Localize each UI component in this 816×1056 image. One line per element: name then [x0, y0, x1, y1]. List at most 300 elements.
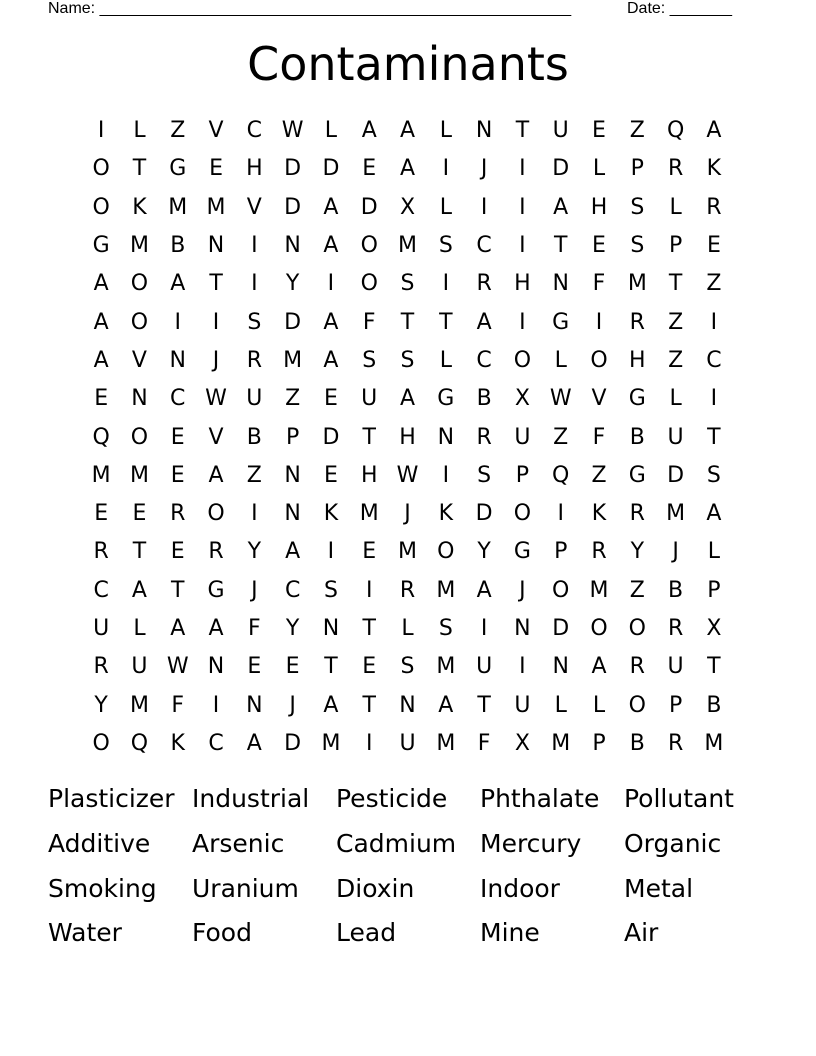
- grid-cell: O: [92, 156, 110, 182]
- grid-cell: N: [284, 501, 301, 527]
- grid-cell: R: [629, 309, 645, 335]
- grid-cell: M: [436, 654, 456, 680]
- grid-cell: F: [477, 730, 491, 756]
- grid-cell: O: [513, 501, 532, 527]
- grid-cell: W: [281, 118, 304, 144]
- grid-cell: N: [552, 654, 569, 680]
- grid-cell: O: [130, 309, 149, 335]
- grid-cell: R: [667, 730, 684, 756]
- grid-cell: C: [284, 577, 301, 603]
- grid-cell: L: [324, 118, 338, 144]
- grid-cell: Z: [246, 462, 262, 488]
- grid-cell: U: [514, 692, 531, 718]
- word-list-item: Uranium: [192, 873, 299, 903]
- grid-cell: R: [93, 539, 109, 565]
- grid-cell: L: [707, 539, 721, 565]
- grid-cell: U: [93, 616, 110, 641]
- grid-cell: W: [396, 462, 419, 488]
- grid-cell: D: [284, 194, 302, 220]
- grid-cell: B: [246, 424, 262, 450]
- grid-cell: A: [323, 194, 339, 220]
- grid-cell: L: [669, 194, 682, 220]
- grid-cell: M: [129, 692, 149, 718]
- worksheet-header: [48, 0, 748, 20]
- grid-row: [82, 725, 734, 763]
- grid-cell: O: [628, 692, 646, 718]
- grid-cell: I: [519, 233, 526, 259]
- grid-cell: C: [476, 233, 492, 259]
- grid-cell: I: [519, 156, 526, 182]
- grid-cell: M: [359, 501, 379, 527]
- grid-row: [82, 342, 734, 380]
- grid-cell: E: [285, 654, 300, 680]
- grid-cell: B: [706, 692, 722, 718]
- grid-cell: D: [284, 156, 302, 182]
- grid-cell: P: [592, 730, 606, 756]
- word-list-item: Additive: [48, 829, 151, 859]
- grid-cell: Z: [668, 309, 684, 335]
- date-field: Date: _______: [627, 0, 732, 17]
- grid-row: [82, 418, 734, 456]
- grid-cell: I: [212, 309, 220, 335]
- grid-cell: A: [323, 347, 339, 373]
- grid-cell: T: [362, 424, 376, 450]
- grid-cell: H: [246, 156, 263, 182]
- grid-cell: M: [627, 271, 647, 297]
- grid-cell: P: [630, 156, 644, 182]
- grid-cell: Y: [247, 539, 262, 565]
- grid-cell: N: [284, 462, 301, 488]
- grid-cell: F: [248, 616, 261, 641]
- grid-cell: L: [439, 194, 452, 220]
- grid-cell: L: [669, 386, 682, 412]
- grid-cell: J: [519, 577, 526, 603]
- grid-cell: E: [323, 462, 338, 488]
- grid-cell: T: [553, 233, 568, 259]
- word-row: [48, 822, 768, 867]
- grid-cell: V: [208, 118, 224, 144]
- grid-cell: U: [552, 118, 569, 144]
- grid-cell: E: [592, 233, 606, 259]
- grid-cell: Y: [477, 539, 491, 565]
- grid-cell: N: [399, 692, 416, 718]
- grid-cell: X: [706, 616, 722, 641]
- grid-cell: D: [284, 730, 302, 756]
- grid-cell: D: [284, 309, 302, 335]
- grid-cell: J: [404, 501, 411, 527]
- grid-cell: N: [284, 233, 301, 259]
- grid-cell: T: [362, 616, 376, 641]
- grid-cell: Z: [170, 118, 186, 144]
- grid-cell: Q: [92, 424, 110, 450]
- grid-cell: A: [476, 577, 492, 603]
- grid-cell: N: [437, 424, 455, 450]
- word-list-item: Air: [624, 918, 659, 948]
- grid-cell: F: [362, 309, 376, 335]
- grid-cell: O: [92, 730, 110, 756]
- grid-cell: R: [476, 271, 492, 297]
- grid-cell: M: [704, 730, 724, 756]
- grid-cell: P: [668, 233, 683, 259]
- word-list-item: Lead: [336, 918, 397, 948]
- word-list-item: Food: [192, 918, 252, 948]
- grid-cell: W: [205, 386, 227, 412]
- grid-cell: F: [592, 424, 606, 450]
- grid-row: [82, 150, 734, 188]
- grid-cell: O: [590, 616, 608, 641]
- grid-cell: N: [131, 386, 148, 412]
- grid-cell: I: [595, 309, 603, 335]
- grid-cell: S: [630, 194, 645, 220]
- grid-cell: A: [706, 501, 722, 527]
- grid-cell: Q: [666, 118, 685, 144]
- grid-cell: N: [514, 616, 531, 641]
- grid-cell: D: [552, 616, 570, 641]
- grid-cell: L: [439, 347, 452, 373]
- word-list-item: Smoking: [48, 873, 157, 903]
- grid-cell: F: [171, 692, 185, 718]
- grid-cell: S: [247, 309, 262, 335]
- grid-cell: A: [93, 271, 109, 297]
- grid-cell: I: [519, 654, 526, 680]
- letter-grid: [82, 112, 734, 763]
- grid-cell: I: [442, 462, 450, 488]
- grid-cell: C: [93, 577, 109, 603]
- grid-cell: Y: [285, 271, 300, 297]
- grid-cell: Y: [285, 616, 300, 641]
- grid-cell: L: [554, 692, 567, 718]
- grid-cell: S: [362, 347, 377, 373]
- grid-cell: Z: [668, 347, 684, 373]
- grid-cell: I: [480, 616, 488, 641]
- grid-cell: J: [289, 692, 296, 718]
- grid-row: [82, 227, 734, 265]
- word-row: [48, 866, 768, 911]
- grid-cell: L: [439, 118, 452, 144]
- grid-cell: A: [208, 616, 224, 641]
- grid-cell: R: [399, 577, 416, 603]
- grid-cell: E: [323, 386, 338, 412]
- grid-cell: M: [321, 730, 341, 756]
- grid-cell: L: [592, 692, 606, 718]
- grid-cell: R: [591, 539, 607, 565]
- grid-cell: G: [552, 309, 570, 335]
- grid-cell: R: [208, 539, 224, 565]
- grid-cell: L: [554, 347, 567, 373]
- grid-cell: I: [251, 233, 258, 259]
- grid-row: [82, 112, 734, 150]
- grid-cell: U: [361, 386, 378, 412]
- grid-cell: C: [706, 347, 722, 373]
- grid-cell: I: [519, 309, 526, 335]
- grid-cell: A: [438, 692, 454, 718]
- word-list-item: Organic: [624, 829, 722, 859]
- grid-row: [82, 380, 734, 418]
- grid-cell: Z: [285, 386, 301, 412]
- page-title: Contaminants: [247, 37, 569, 91]
- grid-cell: K: [132, 194, 147, 220]
- grid-cell: G: [207, 577, 225, 603]
- grid-cell: H: [399, 424, 416, 450]
- grid-cell: H: [360, 462, 378, 488]
- grid-cell: K: [706, 156, 722, 182]
- grid-cell: O: [437, 539, 455, 565]
- grid-cell: A: [399, 156, 416, 182]
- grid-row: [82, 533, 734, 571]
- grid-cell: K: [323, 501, 339, 527]
- grid-cell: I: [557, 501, 564, 527]
- grid-cell: F: [592, 271, 606, 297]
- grid-cell: O: [92, 194, 110, 220]
- grid-cell: Y: [94, 692, 108, 718]
- word-list-item: Pollutant: [624, 784, 734, 814]
- grid-cell: C: [476, 347, 492, 373]
- grid-cell: C: [170, 386, 186, 412]
- word-row: [48, 777, 768, 822]
- word-list-item: Mine: [480, 918, 540, 948]
- grid-cell: P: [515, 462, 530, 488]
- grid-cell: B: [668, 577, 684, 603]
- grid-cell: A: [170, 616, 186, 641]
- grid-cell: T: [132, 156, 147, 182]
- grid-cell: A: [476, 309, 492, 335]
- grid-cell: D: [475, 501, 493, 527]
- word-list: [48, 777, 768, 956]
- grid-cell: L: [401, 616, 414, 641]
- word-list-item: Indoor: [480, 873, 560, 903]
- grid-cell: R: [667, 156, 684, 182]
- grid-cell: E: [170, 462, 185, 488]
- grid-cell: A: [208, 462, 224, 488]
- grid-cell: P: [285, 424, 300, 450]
- grid-cell: A: [399, 386, 416, 412]
- word-list-item: Plasticizer: [48, 784, 175, 814]
- grid-cell: I: [710, 309, 718, 335]
- grid-cell: B: [629, 730, 645, 756]
- grid-cell: E: [170, 539, 185, 565]
- word-list-item: Phthalate: [480, 784, 600, 814]
- grid-cell: H: [514, 271, 531, 297]
- grid-cell: J: [672, 539, 679, 565]
- grid-cell: E: [362, 539, 377, 565]
- grid-cell: T: [707, 424, 721, 450]
- grid-cell: X: [514, 730, 530, 756]
- grid-cell: R: [667, 616, 684, 641]
- grid-cell: E: [362, 654, 377, 680]
- grid-cell: V: [131, 347, 147, 373]
- grid-cell: M: [168, 194, 188, 220]
- grid-cell: S: [400, 347, 415, 373]
- grid-cell: N: [207, 654, 225, 680]
- grid-cell: D: [552, 156, 570, 182]
- grid-cell: S: [706, 462, 721, 488]
- grid-cell: M: [666, 501, 686, 527]
- grid-row: [82, 303, 734, 341]
- grid-cell: D: [360, 194, 378, 220]
- grid-cell: C: [208, 730, 224, 756]
- grid-cell: E: [209, 156, 223, 182]
- grid-cell: I: [327, 539, 335, 565]
- grid-cell: A: [323, 309, 339, 335]
- grid-cell: V: [246, 194, 262, 220]
- grid-cell: P: [554, 539, 568, 565]
- grid-cell: I: [212, 692, 220, 718]
- grid-cell: I: [365, 577, 373, 603]
- grid-cell: D: [322, 424, 340, 450]
- grid-cell: R: [629, 654, 645, 680]
- grid-cell: S: [438, 616, 453, 641]
- grid-cell: I: [97, 118, 105, 144]
- grid-cell: G: [513, 539, 531, 565]
- grid-cell: J: [480, 156, 488, 182]
- grid-cell: R: [170, 501, 186, 527]
- grid-cell: G: [628, 462, 646, 488]
- grid-cell: A: [93, 347, 109, 373]
- grid-cell: R: [629, 501, 645, 527]
- grid-cell: B: [629, 424, 645, 450]
- grid-cell: N: [169, 347, 186, 373]
- grid-cell: T: [707, 654, 721, 680]
- grid-cell: D: [667, 462, 685, 488]
- grid-row: [82, 265, 734, 303]
- grid-cell: Z: [591, 462, 607, 488]
- grid-cell: I: [710, 386, 718, 412]
- grid-cell: S: [400, 654, 415, 680]
- grid-cell: M: [398, 539, 418, 565]
- grid-cell: N: [207, 233, 225, 259]
- grid-cell: R: [706, 194, 722, 220]
- grid-cell: N: [322, 616, 340, 641]
- grid-cell: L: [592, 156, 606, 182]
- grid-cell: L: [133, 118, 146, 144]
- grid-cell: A: [399, 118, 416, 144]
- grid-cell: V: [591, 386, 607, 412]
- grid-cell: C: [246, 118, 263, 144]
- grid-cell: A: [323, 233, 339, 259]
- grid-cell: T: [171, 577, 185, 603]
- grid-cell: N: [552, 271, 569, 297]
- grid-cell: Z: [706, 271, 722, 297]
- grid-cell: G: [437, 386, 455, 412]
- grid-cell: I: [365, 730, 373, 756]
- grid-cell: A: [706, 118, 722, 144]
- grid-cell: S: [400, 271, 415, 297]
- grid-cell: M: [129, 233, 149, 259]
- grid-cell: X: [399, 194, 416, 220]
- grid-cell: R: [93, 654, 109, 680]
- grid-cell: T: [515, 118, 530, 144]
- grid-cell: M: [436, 577, 456, 603]
- grid-cell: O: [360, 271, 378, 297]
- grid-cell: M: [129, 462, 149, 488]
- grid-cell: J: [212, 347, 220, 373]
- grid-cell: I: [519, 194, 526, 220]
- grid-cell: A: [131, 577, 147, 603]
- grid-cell: H: [629, 347, 646, 373]
- grid-cell: E: [706, 233, 721, 259]
- grid-cell: Z: [629, 118, 645, 144]
- grid-cell: G: [628, 386, 646, 412]
- grid-cell: T: [362, 692, 376, 718]
- grid-row: [82, 610, 734, 648]
- grid-cell: Q: [130, 730, 149, 756]
- grid-cell: L: [133, 616, 146, 641]
- grid-cell: S: [630, 233, 645, 259]
- grid-cell: S: [438, 233, 453, 259]
- grid-cell: A: [285, 539, 301, 565]
- grid-cell: O: [628, 616, 646, 641]
- grid-cell: Z: [629, 577, 645, 603]
- grid-cell: D: [322, 156, 340, 182]
- grid-cell: T: [439, 309, 453, 335]
- grid-cell: W: [549, 386, 572, 412]
- grid-cell: K: [591, 501, 607, 527]
- grid-cell: T: [668, 271, 683, 297]
- grid-cell: P: [668, 692, 683, 718]
- grid-cell: O: [513, 347, 532, 373]
- grid-cell: A: [553, 194, 569, 220]
- grid-cell: U: [246, 386, 263, 412]
- grid-cell: G: [169, 156, 187, 182]
- grid-cell: N: [246, 692, 263, 718]
- grid-cell: O: [360, 233, 378, 259]
- grid-cell: A: [170, 271, 186, 297]
- grid-cell: I: [442, 156, 450, 182]
- word-list-item: Mercury: [480, 829, 582, 859]
- grid-cell: I: [480, 194, 488, 220]
- grid-cell: M: [436, 730, 456, 756]
- grid-row: [82, 457, 734, 495]
- grid-cell: U: [514, 424, 531, 450]
- grid-cell: I: [251, 271, 258, 297]
- grid-cell: U: [667, 424, 684, 450]
- grid-cell: O: [590, 347, 608, 373]
- grid-cell: I: [327, 271, 335, 297]
- grid-cell: W: [166, 654, 189, 680]
- word-list-item: Dioxin: [336, 873, 415, 903]
- grid-cell: M: [589, 577, 609, 603]
- grid-cell: K: [170, 730, 185, 756]
- grid-cell: T: [324, 654, 338, 680]
- grid-cell: A: [246, 730, 262, 756]
- grid-cell: S: [323, 577, 338, 603]
- grid-cell: U: [667, 654, 684, 680]
- name-field: Name: _____________________________________________________: [48, 0, 572, 17]
- grid-row: [82, 648, 734, 686]
- grid-cell: B: [170, 233, 186, 259]
- grid-cell: E: [170, 424, 185, 450]
- grid-cell: M: [398, 233, 418, 259]
- grid-cell: R: [246, 347, 262, 373]
- grid-cell: A: [591, 654, 607, 680]
- grid-cell: E: [132, 501, 147, 527]
- grid-cell: M: [91, 462, 111, 488]
- grid-cell: N: [475, 118, 493, 144]
- word-row: [48, 911, 768, 956]
- grid-cell: U: [399, 730, 416, 756]
- grid-cell: O: [552, 577, 570, 603]
- grid-row: [82, 495, 734, 533]
- grid-cell: G: [92, 233, 110, 259]
- grid-cell: A: [323, 692, 339, 718]
- grid-cell: T: [132, 539, 147, 565]
- grid-row: [82, 189, 734, 227]
- grid-cell: A: [93, 309, 109, 335]
- word-list-item: Cadmium: [336, 829, 457, 859]
- grid-cell: R: [476, 424, 492, 450]
- grid-cell: T: [209, 271, 223, 297]
- grid-cell: O: [207, 501, 225, 527]
